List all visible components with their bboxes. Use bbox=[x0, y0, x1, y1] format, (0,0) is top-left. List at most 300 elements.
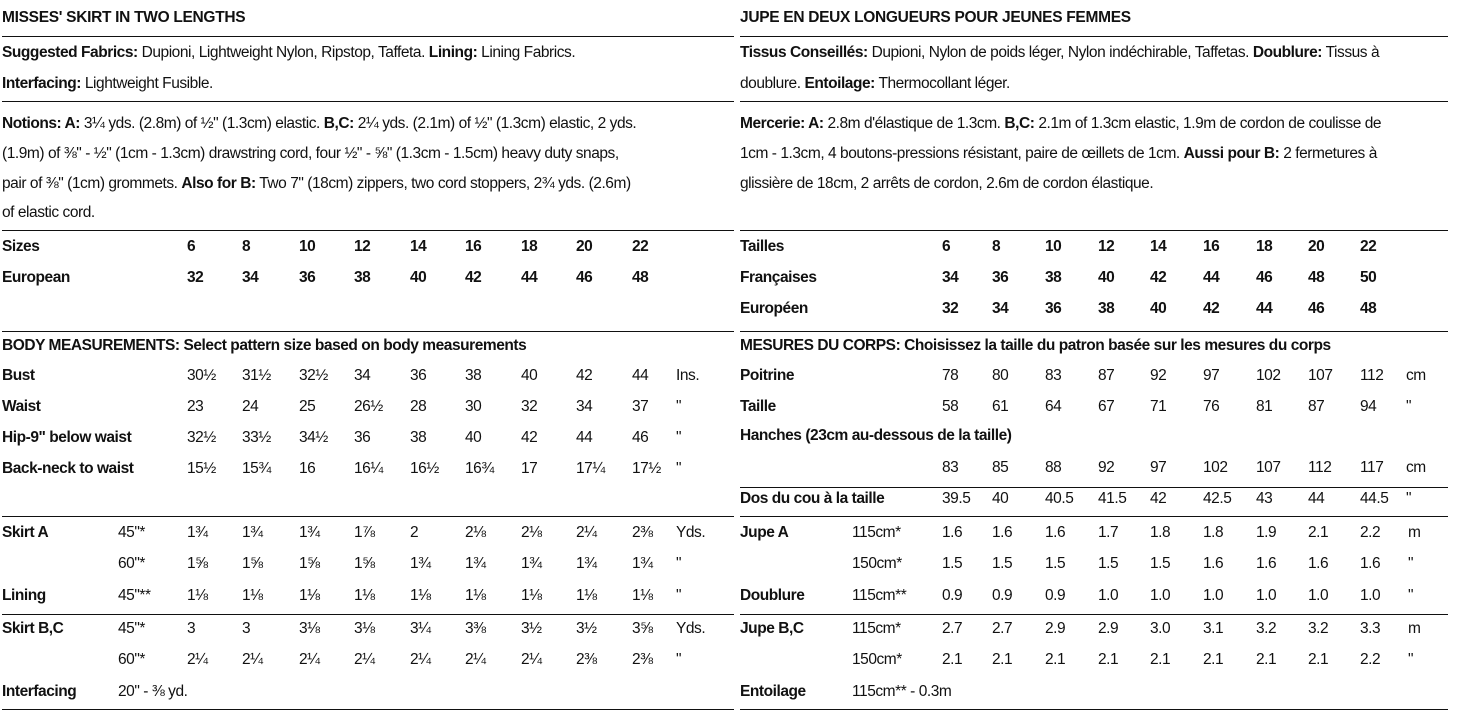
body-measurement-row-value: 40 bbox=[465, 429, 482, 446]
sizes-row-value: 20 bbox=[576, 238, 593, 255]
yardage-row-value: 1.6 bbox=[1203, 555, 1224, 572]
interfacing-value: 115cm** - 0.3m bbox=[852, 683, 952, 700]
body-measurement-row-value: 97 bbox=[1203, 367, 1220, 384]
fabrics-line-segment: Entoilage: bbox=[804, 75, 875, 92]
yardage-row-value: 1⅝ bbox=[354, 555, 375, 572]
yardage-row-value: 1¾ bbox=[242, 524, 263, 541]
section-title: JUPE EN DEUX LONGUEURS POUR JEUNES FEMMES bbox=[740, 9, 1131, 26]
body-measurement-row-unit: cm bbox=[1406, 367, 1426, 384]
body-measurement-row-label: Bust bbox=[2, 367, 35, 384]
yardage-row-value: 0.9 bbox=[992, 587, 1013, 604]
body-measurement-row-value: 40.5 bbox=[1045, 490, 1074, 507]
yardage-row-value: 1.5 bbox=[992, 555, 1013, 572]
notions-line-segment: Two 7" (18cm) zippers, two cord stoppers, 2¾ yds. (2.6m) bbox=[255, 175, 631, 192]
sizes-row-value: 14 bbox=[1150, 238, 1167, 255]
yardage-row-value: 0.9 bbox=[1045, 587, 1066, 604]
european-row-value: 34 bbox=[242, 269, 259, 286]
body-measurement-row-value: 102 bbox=[1256, 367, 1281, 384]
divider bbox=[740, 487, 1448, 488]
body-measurement-row-value: 40 bbox=[521, 367, 538, 384]
yardage-row-value: 3¼ bbox=[410, 620, 431, 637]
french-sizes-row-value: 40 bbox=[1098, 269, 1115, 286]
yardage-row-fabric-width: 115cm** bbox=[852, 587, 907, 604]
divider bbox=[2, 331, 734, 332]
notions-line bbox=[740, 145, 1448, 163]
yardage-row-value: 1⅛ bbox=[354, 587, 375, 604]
yardage-row-value: 2.1 bbox=[1098, 651, 1119, 668]
body-measurement-row-value: 42.5 bbox=[1203, 490, 1232, 507]
body-measurement-row-value: 44 bbox=[632, 367, 649, 384]
yardage-row-value: 1.6 bbox=[1256, 555, 1277, 572]
body-measurement-row-value: 80 bbox=[992, 367, 1009, 384]
yardage-row-value: 1⅞ bbox=[354, 524, 375, 541]
divider bbox=[740, 614, 1448, 615]
yardage-row-value: 2.1 bbox=[1308, 651, 1329, 668]
body-measurements-heading: BODY MEASUREMENTS: Select pattern size based on body measurements bbox=[2, 337, 527, 354]
body-measurement-row-value: 81 bbox=[1256, 398, 1273, 415]
body-measurement-row-value: 76 bbox=[1203, 398, 1220, 415]
yardage-row-label: Lining bbox=[2, 587, 46, 604]
body-measurement-row-unit: " bbox=[1406, 490, 1412, 507]
divider bbox=[2, 101, 734, 102]
yardage-row-value: 0.9 bbox=[942, 587, 963, 604]
french-sizes-row-value: 48 bbox=[1308, 269, 1325, 286]
suggested-fabrics-line bbox=[740, 44, 1448, 62]
divider bbox=[2, 36, 734, 37]
body-measurement-row-value: 17¼ bbox=[576, 460, 605, 477]
yardage-row-value: 3⅛ bbox=[354, 620, 375, 637]
suggested-fabrics-line-segment: Lining Fabrics. bbox=[477, 44, 576, 61]
yardage-row-value: 1.0 bbox=[1360, 587, 1381, 604]
yardage-row-value: 1.0 bbox=[1150, 587, 1171, 604]
section-title: MISSES' SKIRT IN TWO LENGTHS bbox=[2, 9, 246, 26]
yardage-row-value: 1⅛ bbox=[576, 587, 597, 604]
yardage-row-value: 2¼ bbox=[521, 651, 542, 668]
yardage-row-value: 1.5 bbox=[1045, 555, 1066, 572]
body-measurement-row-value: 23 bbox=[187, 398, 204, 415]
yardage-row-value: 1⅝ bbox=[299, 555, 320, 572]
yardage-row-value: 1.5 bbox=[1150, 555, 1171, 572]
body-measurement-row-value: 26½ bbox=[354, 398, 383, 415]
yardage-row-value: 2.1 bbox=[992, 651, 1013, 668]
european-row-value: 38 bbox=[354, 269, 371, 286]
yardage-row-label: Jupe B,C bbox=[740, 620, 804, 637]
european-row-value: 46 bbox=[576, 269, 593, 286]
sizes-row-value: 18 bbox=[521, 238, 538, 255]
body-measurement-row-value: 78 bbox=[942, 367, 959, 384]
sizes-row-value: 6 bbox=[187, 238, 196, 255]
yardage-row-value: 2⅛ bbox=[521, 524, 542, 541]
fabrics-line-segment: doublure. bbox=[740, 75, 805, 92]
sizes-row-value: 18 bbox=[1256, 238, 1273, 255]
body-measurement-row-value: 28 bbox=[410, 398, 427, 415]
sizes-row-value: 12 bbox=[1098, 238, 1115, 255]
divider bbox=[2, 230, 734, 231]
yardage-row-value: 1.0 bbox=[1203, 587, 1224, 604]
european-row-value: 40 bbox=[1150, 300, 1167, 317]
body-measurement-row-value: 16 bbox=[299, 460, 316, 477]
yardage-row-value: 1¾ bbox=[410, 555, 431, 572]
suggested-fabrics-line-segment: Suggested Fabrics: bbox=[2, 44, 138, 61]
body-measurement-row-value: 102 bbox=[1203, 459, 1228, 476]
divider bbox=[740, 709, 1448, 710]
body-measurement-row-value: 112 bbox=[1308, 459, 1332, 476]
notions-line-segment: Aussi pour B: bbox=[1183, 145, 1280, 162]
notions-line-segment: 2 fermetures à bbox=[1279, 145, 1377, 162]
yardage-row-value: 2.1 bbox=[1308, 524, 1329, 541]
yardage-row-unit: Yds. bbox=[676, 524, 706, 541]
body-measurement-row-unit: " bbox=[676, 398, 682, 415]
yardage-row-fabric-width: 45"* bbox=[118, 524, 145, 541]
sizes-row-value: 22 bbox=[1360, 238, 1377, 255]
yardage-row-value: 2.9 bbox=[1045, 620, 1066, 637]
notions-line-segment: 2.1m of 1.3cm elastic, 1.9m de cordon de coulisse de bbox=[1034, 115, 1382, 132]
yardage-row-value: 2¼ bbox=[410, 651, 431, 668]
notions-line-segment: Mercerie: A: bbox=[740, 115, 824, 132]
yardage-row-unit: " bbox=[1408, 555, 1414, 572]
yardage-row-value: 3⅝ bbox=[632, 620, 653, 637]
yardage-row-fabric-width: 60"* bbox=[118, 651, 145, 668]
yardage-row-value: 1¾ bbox=[465, 555, 486, 572]
notions-line-segment: 2.8m d'élastique de 1.3cm. bbox=[823, 115, 1005, 132]
yardage-row-value: 1⅛ bbox=[242, 587, 263, 604]
yardage-row-value: 1⅛ bbox=[521, 587, 542, 604]
body-measurement-row-value: 117 bbox=[1360, 459, 1384, 476]
notions-line bbox=[740, 115, 1448, 133]
notions-line-segment: glissière de 18cm, 2 arrêts de cordon, 2.6m de cordon élastique. bbox=[740, 175, 1154, 192]
yardage-row-unit: " bbox=[676, 651, 682, 668]
body-measurement-row-value: 107 bbox=[1256, 459, 1281, 476]
body-measurement-row-value: 17½ bbox=[632, 460, 661, 477]
body-measurement-row-value: 38 bbox=[465, 367, 482, 384]
french-sizes-row-value: 42 bbox=[1150, 269, 1167, 286]
body-measurements-heading: MESURES DU CORPS: Choisissez la taille du patron basée sur les mesures du corps bbox=[740, 337, 1331, 354]
yardage-row-value: 3⅜ bbox=[465, 620, 486, 637]
notions-line-segment: (1.9m) of ⅜" - ½" (1cm - 1.3cm) drawstring cord, four ½" - ⅝" (1.3cm - 1.5cm) heavy duty snaps, bbox=[2, 145, 619, 162]
sizes-row-value: 22 bbox=[632, 238, 649, 255]
body-measurement-row-value: 83 bbox=[942, 459, 959, 476]
body-measurement-row-value: 43 bbox=[1256, 490, 1273, 507]
sizes-row-label: Tailles bbox=[740, 238, 784, 255]
yardage-row-value: 2.1 bbox=[1045, 651, 1066, 668]
yardage-row-value: 2¼ bbox=[299, 651, 320, 668]
yardage-row-label: Jupe A bbox=[740, 524, 789, 541]
yardage-row-value: 2¼ bbox=[187, 651, 208, 668]
yardage-row-value: 1.6 bbox=[942, 524, 963, 541]
notions-line bbox=[740, 175, 1448, 193]
yardage-row-value: 1.0 bbox=[1098, 587, 1119, 604]
sizes-row-value: 16 bbox=[1203, 238, 1220, 255]
body-measurement-row-value: 39.5 bbox=[942, 490, 971, 507]
body-measurement-row-value: 85 bbox=[992, 459, 1009, 476]
body-measurement-row-value: 61 bbox=[992, 398, 1009, 415]
notions-line-segment: Also for B: bbox=[181, 175, 256, 192]
interfacing-line-segment: Lightweight Fusible. bbox=[81, 75, 213, 92]
divider bbox=[740, 516, 1448, 517]
european-row-value: 48 bbox=[1360, 300, 1377, 317]
notions-line bbox=[2, 115, 734, 133]
body-measurement-row-value: 64 bbox=[1045, 398, 1062, 415]
body-measurement-row-value: 36 bbox=[410, 367, 427, 384]
yardage-row-value: 1¾ bbox=[576, 555, 597, 572]
suggested-fabrics-line-segment: Dupioni, Lightweight Nylon, Ripstop, Taffeta. bbox=[137, 44, 429, 61]
suggested-fabrics-line-segment: Doublure: bbox=[1252, 44, 1322, 61]
french-sizes-row-value: 46 bbox=[1256, 269, 1273, 286]
yardage-row-value: 2.1 bbox=[942, 651, 963, 668]
yardage-row-value: 1.8 bbox=[1150, 524, 1171, 541]
yardage-row-value: 1¾ bbox=[187, 524, 208, 541]
body-measurement-row-label: Hip-9" below waist bbox=[2, 429, 132, 446]
notions-line-segment: B,C: bbox=[1004, 115, 1035, 132]
notions-line bbox=[2, 145, 734, 163]
yardage-row-unit: " bbox=[676, 555, 682, 572]
yardage-row-value: 3⅛ bbox=[299, 620, 320, 637]
body-measurement-row-value: 42 bbox=[576, 367, 593, 384]
yardage-row-value: 1.0 bbox=[1308, 587, 1329, 604]
sizes-row-value: 6 bbox=[942, 238, 951, 255]
interfacing-label: Interfacing bbox=[2, 683, 77, 700]
body-measurement-row-value: 32 bbox=[521, 398, 538, 415]
body-measurement-row-value: 94 bbox=[1360, 398, 1377, 415]
body-measurement-row-value: 16¾ bbox=[465, 460, 494, 477]
body-measurement-row-value: 58 bbox=[942, 398, 959, 415]
french-sizes-row-value: 36 bbox=[992, 269, 1009, 286]
body-measurement-row-value: 97 bbox=[1150, 459, 1167, 476]
english-column bbox=[2, 0, 734, 714]
body-measurement-row-value: 17 bbox=[521, 460, 538, 477]
yardage-row-value: 2 bbox=[410, 524, 419, 541]
body-measurement-row-unit: " bbox=[1406, 398, 1412, 415]
french-sizes-row-label: Françaises bbox=[740, 269, 817, 286]
european-row-label: Européen bbox=[740, 300, 808, 317]
notions-line-segment: pair of ⅜" (1cm) grommets. bbox=[2, 175, 182, 192]
yardage-row-unit: m bbox=[1408, 524, 1421, 541]
body-measurement-row-value: 33½ bbox=[242, 429, 271, 446]
yardage-row-value: 2⅜ bbox=[632, 524, 653, 541]
yardage-row-value: 3.2 bbox=[1308, 620, 1329, 637]
yardage-row-value: 1.6 bbox=[1360, 555, 1381, 572]
body-measurement-row-value: 34 bbox=[354, 367, 371, 384]
interfacing-label: Entoilage bbox=[740, 683, 806, 700]
european-row-value: 36 bbox=[1045, 300, 1062, 317]
body-measurement-row-value: 67 bbox=[1098, 398, 1115, 415]
french-column bbox=[740, 0, 1448, 714]
body-measurement-row-value: 87 bbox=[1308, 398, 1325, 415]
notions-line-segment: 1cm - 1.3cm, 4 boutons-pressions résistant, paire de œillets de 1cm. bbox=[740, 145, 1184, 162]
interfacing-value: 20" - ⅜ yd. bbox=[118, 683, 188, 700]
divider bbox=[740, 230, 1448, 231]
yardage-row-value: 1⅝ bbox=[187, 555, 208, 572]
yardage-row-label: Skirt B,C bbox=[2, 620, 64, 637]
yardage-row-label: Skirt A bbox=[2, 524, 49, 541]
yardage-row-value: 2.9 bbox=[1098, 620, 1119, 637]
yardage-row-unit: m bbox=[1408, 620, 1421, 637]
yardage-row-value: 1.7 bbox=[1098, 524, 1119, 541]
european-row-value: 42 bbox=[465, 269, 482, 286]
yardage-row-value: 1.5 bbox=[1098, 555, 1119, 572]
yardage-row-value: 2.1 bbox=[1256, 651, 1277, 668]
suggested-fabrics-line bbox=[2, 44, 734, 62]
notions-line-segment: 3¼ yds. (2.8m) of ½" (1.3cm) elastic. bbox=[79, 115, 324, 132]
yardage-row-value: 1⅛ bbox=[410, 587, 431, 604]
yardage-row-fabric-width: 45"* bbox=[118, 620, 145, 637]
body-measurement-row-label: Back-neck to waist bbox=[2, 460, 134, 477]
suggested-fabrics-line-segment: Lining: bbox=[428, 44, 478, 61]
yardage-row-value: 3 bbox=[187, 620, 196, 637]
notions-line-segment: 2¼ yds. (2.1m) of ½" (1.3cm) elastic, 2 yds. bbox=[353, 115, 637, 132]
yardage-row-unit: Yds. bbox=[676, 620, 706, 637]
divider bbox=[2, 709, 734, 710]
body-measurement-row-value: 34½ bbox=[299, 429, 328, 446]
body-measurement-row-value: 25 bbox=[299, 398, 316, 415]
body-measurement-row-value: 37 bbox=[632, 398, 649, 415]
yardage-row-unit: " bbox=[1408, 587, 1414, 604]
yardage-row-fabric-width: 115cm* bbox=[852, 620, 901, 637]
suggested-fabrics-line-segment: Tissus Conseillés: bbox=[740, 44, 868, 61]
european-row-value: 40 bbox=[410, 269, 427, 286]
european-row-value: 32 bbox=[942, 300, 959, 317]
fabrics-line-segment: Thermocollant léger. bbox=[874, 75, 1010, 92]
yardage-row-value: 1.6 bbox=[992, 524, 1013, 541]
yardage-row-value: 2⅜ bbox=[576, 651, 597, 668]
european-row-value: 44 bbox=[521, 269, 538, 286]
european-row-value: 42 bbox=[1203, 300, 1220, 317]
yardage-row-value: 1⅛ bbox=[299, 587, 320, 604]
yardage-row-value: 3.0 bbox=[1150, 620, 1171, 637]
yardage-row-value: 3.1 bbox=[1203, 620, 1224, 637]
sizes-row-value: 14 bbox=[410, 238, 427, 255]
french-sizes-row-value: 34 bbox=[942, 269, 959, 286]
body-measurement-row-unit: Ins. bbox=[676, 367, 700, 384]
body-measurement-row-value: 32½ bbox=[299, 367, 328, 384]
yardage-row-value: 3½ bbox=[576, 620, 597, 637]
body-measurement-row-value: 88 bbox=[1045, 459, 1062, 476]
body-measurement-row-value: 34 bbox=[576, 398, 593, 415]
european-row-value: 34 bbox=[992, 300, 1009, 317]
european-row-value: 48 bbox=[632, 269, 649, 286]
yardage-row-value: 2.2 bbox=[1360, 651, 1381, 668]
yardage-row-fabric-width: 150cm* bbox=[852, 555, 902, 572]
yardage-row-value: 3½ bbox=[521, 620, 542, 637]
yardage-row-value: 2¼ bbox=[354, 651, 375, 668]
body-measurement-row-value: 107 bbox=[1308, 367, 1333, 384]
body-measurement-row-value: 36 bbox=[354, 429, 371, 446]
european-row-label: European bbox=[2, 269, 70, 286]
yardage-row-value: 2⅛ bbox=[465, 524, 486, 541]
yardage-row-value: 2¼ bbox=[242, 651, 263, 668]
divider bbox=[740, 36, 1448, 37]
yardage-row-value: 1.6 bbox=[1308, 555, 1329, 572]
notions-line bbox=[2, 175, 734, 193]
french-sizes-row-value: 50 bbox=[1360, 269, 1377, 286]
yardage-row-value: 3.2 bbox=[1256, 620, 1277, 637]
yardage-row-value: 2.7 bbox=[992, 620, 1013, 637]
interfacing-line bbox=[2, 75, 734, 93]
sizes-row-value: 20 bbox=[1308, 238, 1325, 255]
yardage-row-value: 2¼ bbox=[465, 651, 486, 668]
european-row-value: 36 bbox=[299, 269, 316, 286]
body-measurement-row-value: 16¼ bbox=[354, 460, 383, 477]
yardage-row-value: 1¾ bbox=[521, 555, 542, 572]
yardage-row-value: 1.0 bbox=[1256, 587, 1277, 604]
divider bbox=[740, 101, 1448, 102]
body-measurement-row-value: 16½ bbox=[410, 460, 439, 477]
yardage-row-value: 2.1 bbox=[1150, 651, 1171, 668]
yardage-row-fabric-width: 150cm* bbox=[852, 651, 902, 668]
body-measurement-row-value: 15¾ bbox=[242, 460, 271, 477]
body-measurement-row-value: 24 bbox=[242, 398, 259, 415]
body-measurement-row-unit: " bbox=[676, 460, 682, 477]
sizes-row-value: 12 bbox=[354, 238, 371, 255]
yardage-row-value: 2.1 bbox=[1203, 651, 1224, 668]
yardage-row-unit: " bbox=[1408, 651, 1414, 668]
yardage-row-unit: " bbox=[676, 587, 682, 604]
hip-measurement-label: Hanches (23cm au-dessous de la taille) bbox=[740, 427, 1012, 444]
sizes-row-value: 10 bbox=[299, 238, 316, 255]
sizes-row-value: 8 bbox=[992, 238, 1001, 255]
body-measurement-row-value: 71 bbox=[1150, 398, 1167, 415]
body-measurement-row-value: 32½ bbox=[187, 429, 216, 446]
yardage-row-value: 1⅝ bbox=[242, 555, 263, 572]
european-row-value: 32 bbox=[187, 269, 204, 286]
yardage-row-fabric-width: 115cm* bbox=[852, 524, 901, 541]
body-measurement-row-value: 38 bbox=[410, 429, 427, 446]
yardage-row-value: 3.3 bbox=[1360, 620, 1381, 637]
notions-line-segment: B,C: bbox=[323, 115, 354, 132]
body-measurement-row-unit: " bbox=[676, 429, 682, 446]
yardage-row-label: Doublure bbox=[740, 587, 805, 604]
yardage-row-value: 3 bbox=[242, 620, 251, 637]
sizes-row-value: 8 bbox=[242, 238, 251, 255]
notions-line bbox=[2, 204, 734, 222]
sizes-row-label: Sizes bbox=[2, 238, 40, 255]
body-measurement-row-label: Dos du cou à la taille bbox=[740, 490, 885, 507]
yardage-row-fabric-width: 45"** bbox=[118, 587, 151, 604]
body-measurement-row-value: 40 bbox=[992, 490, 1009, 507]
yardage-row-value: 2¼ bbox=[576, 524, 597, 541]
yardage-row-value: 2.7 bbox=[942, 620, 963, 637]
body-measurement-row-value: 46 bbox=[632, 429, 649, 446]
yardage-row-value: 1.5 bbox=[942, 555, 963, 572]
yardage-row-value: 1⅛ bbox=[187, 587, 208, 604]
body-measurement-row-value: 112 bbox=[1360, 367, 1384, 384]
body-measurement-row-value: 41.5 bbox=[1098, 490, 1127, 507]
body-measurement-row-value: 44.5 bbox=[1360, 490, 1389, 507]
body-measurement-row-value: 44 bbox=[1308, 490, 1325, 507]
body-measurement-row-value: 87 bbox=[1098, 367, 1115, 384]
yardage-row-value: 1¾ bbox=[299, 524, 320, 541]
divider bbox=[740, 331, 1448, 332]
yardage-row-value: 1.9 bbox=[1256, 524, 1277, 541]
french-sizes-row-value: 44 bbox=[1203, 269, 1220, 286]
european-row-value: 46 bbox=[1308, 300, 1325, 317]
sizes-row-value: 10 bbox=[1045, 238, 1062, 255]
yardage-row-fabric-width: 60"* bbox=[118, 555, 145, 572]
yardage-row-value: 2.2 bbox=[1360, 524, 1381, 541]
body-measurement-row-value: 30 bbox=[465, 398, 482, 415]
suggested-fabrics-line-segment: Tissus à bbox=[1322, 44, 1380, 61]
yardage-row-value: 1¾ bbox=[632, 555, 653, 572]
sizes-row-value: 16 bbox=[465, 238, 482, 255]
european-row-value: 44 bbox=[1256, 300, 1273, 317]
fabrics-line bbox=[740, 75, 1448, 93]
interfacing-line-segment: Interfacing: bbox=[2, 75, 81, 92]
yardage-row-value: 2⅜ bbox=[632, 651, 653, 668]
body-measurement-row-label: Waist bbox=[2, 398, 41, 415]
yardage-row-value: 1⅛ bbox=[632, 587, 653, 604]
body-measurement-row-value: 42 bbox=[1150, 490, 1167, 507]
body-measurement-row-label: Poitrine bbox=[740, 367, 795, 384]
